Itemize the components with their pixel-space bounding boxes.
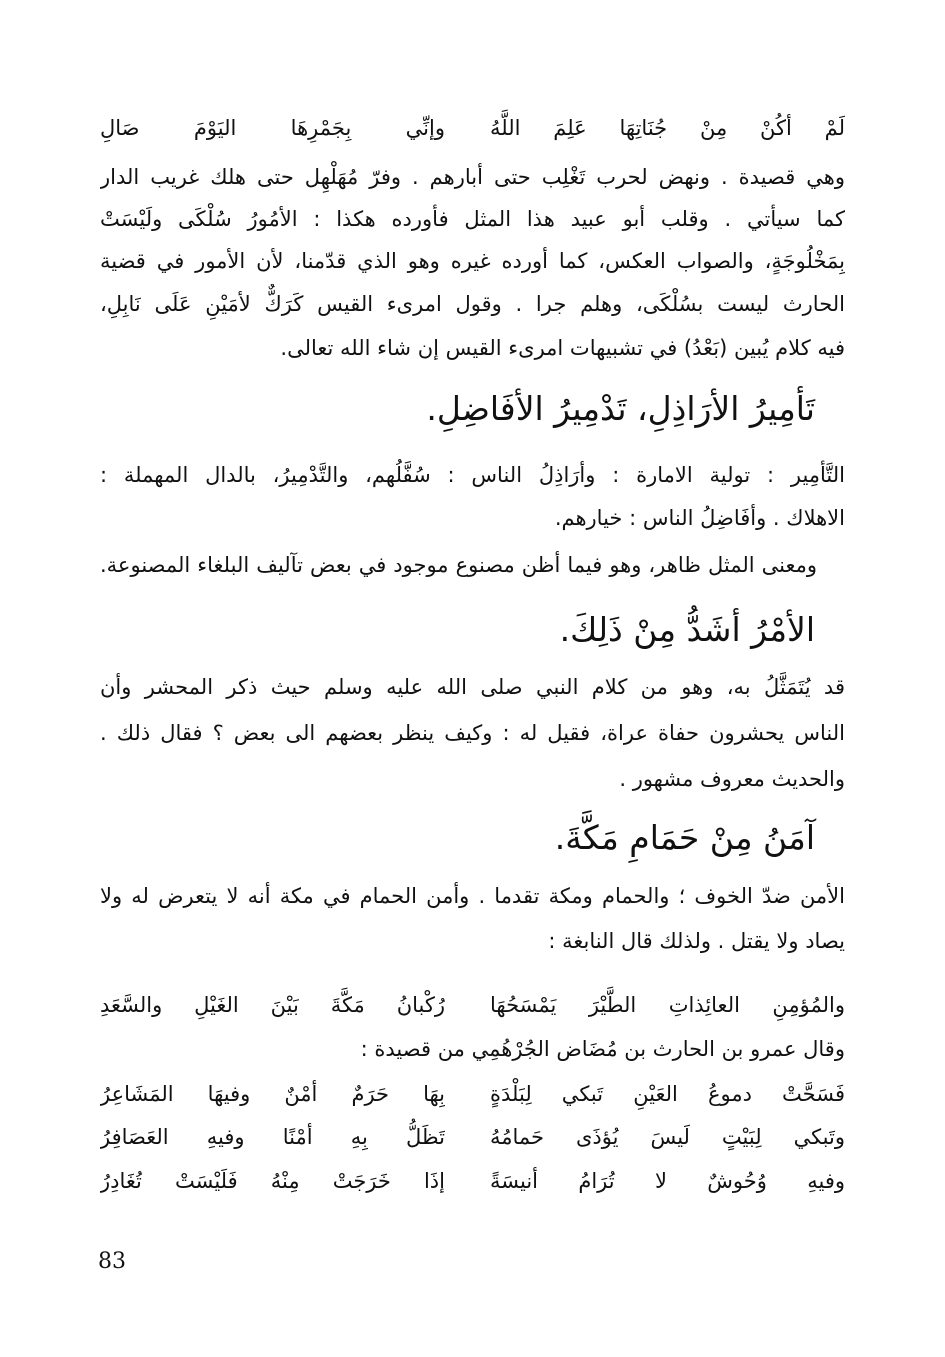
- proverb-heading: تَأمِيرُ الأرَاذِلِ، تَدْمِيرُ الأفَاضِلِ.: [426, 389, 815, 428]
- paragraph-line: الناس يحشرون حفاة عراة، فقيل له : وكيف ينظر بعضهم الى بعض ؟ فقال ذلك .: [100, 721, 845, 745]
- verse-amr-first-hemistich: وتَبكي لِبَيْتٍ لَيسَ يُؤذَى حَمامُهُ: [490, 1125, 845, 1149]
- paragraph-line: الحارث ليست بسُلْكَى، وهلم جرا . وقول امرىء القيس كَرَكٌّ لأمَيْنِ عَلَى نَابِلِ،: [100, 292, 845, 316]
- verse-nabigha-second-hemistich: رُكْبانُ مَكَّةَ بَيْنَ الغَيْلِ والسَّعَدِ: [100, 993, 445, 1017]
- paragraph-line: بِمَخْلُوجَةٍ، والصواب العكس، كما أورده غيره وهو الذي قدّمنا، لأن الأمور في قضية: [100, 249, 845, 273]
- proverb-heading: آمَنُ مِنْ حَمَامِ مَكَّةَ.: [554, 818, 815, 857]
- proverb-heading: الأمْرُ أشَدُّ مِنْ ذَلِكَ.: [559, 610, 815, 649]
- paragraph-line: فيه كلام يُبين (بَعْدُ) في تشبيهات امرىء القيس إن شاء الله تعالى.: [280, 336, 845, 360]
- paragraph-line: الاهلاك . وأفَاضِلُ الناس : خيارهم.: [554, 506, 845, 530]
- verse-amr-second-hemistich: إذَا خَرَجَتْ مِنْهُ فَلَيْسَتْ تُغَادِرُ: [100, 1169, 445, 1193]
- paragraph-line: قد يُتَمَثَّلُ به، وهو من كلام النبي صلى الله عليه وسلم حيث ذكر المحشر وأن: [100, 675, 845, 699]
- paragraph-line: كما سيأتي . وقلب أبو عبيد هذا المثل فأورده هكذا : الأمُورُ سُلْكَى ولَيْسَتْ: [100, 207, 845, 231]
- verse-opening-first-hemistich: لَمْ أكُنْ مِنْ جُنَاتِهَا عَلِمَ اللَّهُ: [490, 116, 845, 140]
- paragraph-line: يصاد ولا يقتل . ولذلك قال النابغة :: [548, 929, 845, 953]
- paragraph-line: والحديث معروف مشهور .: [619, 767, 845, 791]
- verse-nabigha-first-hemistich: والمُؤمِنِ العائِذاتِ الطَّيْرَ يَمْسَحُهَا: [490, 993, 845, 1017]
- verse-introduction: وقال عمرو بن الحارث بن مُضَاض الجُرْهُمِي من قصيدة :: [360, 1037, 845, 1061]
- page-number: 83: [98, 1249, 126, 1274]
- verse-amr-second-hemistich: بِهَا حَرَمٌ أمْنٌ وفيهَا المَشَاعِرُ: [100, 1082, 445, 1106]
- verse-opening-second-hemistich: وإنِّي بِجَمْرِهَا اليَوْمَ صَالِ: [100, 116, 445, 140]
- verse-amr-first-hemistich: وفيهِ وُحُوشٌ لا تُرَامُ أنيسَةً: [490, 1169, 845, 1193]
- paragraph-line: ومعنى المثل ظاهر، وهو فيما أظن مصنوع موجود في بعض تآليف البلغاء المصنوعة.: [100, 553, 817, 577]
- verse-amr-second-hemistich: تَظَلُّ بِهِ أمْنًا وفيهِ العَصَافِرُ: [100, 1125, 445, 1149]
- paragraph-line: التَّأمِير : تولية الامارة : وأرَاذِلُ الناس : سُفَّلُهم، والتَّدْمِيرُ، بالدال المهملة :: [100, 463, 845, 487]
- paragraph-line: وهي قصيدة . ونهض لحرب تَغْلِب حتى أبارهم . وفرّ مُهَلْهِل حتى هلك غريب الدار: [100, 165, 845, 189]
- paragraph-line: الأمن ضدّ الخوف ؛ والحمام ومكة تقدما . وأمن الحمام في مكة أنه لا يتعرض له ولا: [100, 884, 845, 908]
- verse-amr-first-hemistich: فَسَحَّتْ دموعُ العَيْنِ تَبكي لِبَلْدَةٍ: [490, 1082, 845, 1106]
